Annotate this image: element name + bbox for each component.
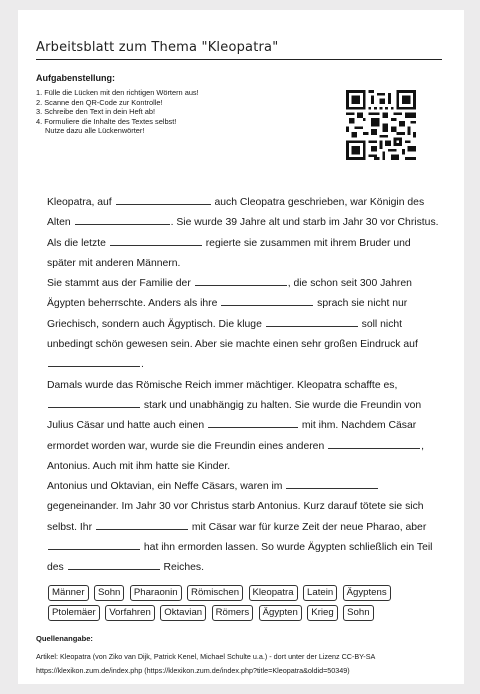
text-segment: Kleopatra, auf [47,197,112,208]
word-bank-row [48,582,388,602]
text-line [47,355,407,375]
gap-field[interactable] [75,213,170,225]
source-link[interactable]: https://klexikon.zum.de/index.php (https://klexikon.zum.de/index.php?title=Kleopatra&oldid=50349) [36,666,350,675]
text-line [47,315,407,335]
task-item: Nutze dazu alle Lückenwörter! [45,126,145,136]
task-item: 2. Scanne den QR-Code zur Kontrolle! [36,97,163,107]
word-chip[interactable]: Ägyptens [343,585,391,601]
title-divider [36,59,442,60]
text-line [47,335,418,355]
text-line [47,497,424,517]
gap-field[interactable] [286,477,378,489]
task-item: 1. Fülle die Lücken mit den richtigen Wörtern aus! [36,88,199,97]
text-segment: hat ihn ermorden lassen. So wurde Ägypten schließlich ein Teil [143,542,433,554]
gap-field[interactable] [221,294,313,306]
word-chip[interactable]: Kleopatra [249,585,298,601]
text-segment: Alten [47,217,71,229]
word-chip[interactable]: Krieg [307,605,337,621]
word-chip[interactable]: Sohn [94,585,124,601]
text-segment: Antonius und Oktavian, ein Neffe Cäsars, waren im [47,481,283,493]
word-chip[interactable]: Sohn [343,605,373,621]
gap-field[interactable] [266,315,358,327]
gap-field[interactable] [116,193,211,205]
text-line [47,457,407,477]
word-bank-row [48,602,388,622]
word-chip[interactable]: Pharaonin [130,585,182,601]
text-line [47,234,411,254]
text-line [47,477,407,497]
text-segment: stark und unabhängig zu halten. Sie wurde die Freundin von [143,399,422,411]
word-chip[interactable]: Ptolemäer [48,605,100,621]
text-segment: auch Cleopatra geschrieben, war Königin des [214,197,425,208]
text-segment: später mit anderen Männern. [47,257,181,269]
text-line [47,558,407,578]
text-line [47,193,425,213]
gap-field[interactable] [96,518,188,530]
text-segment: Reiches. [163,562,204,574]
gap-field[interactable] [195,274,287,286]
text-segment: ermordet worden war, wurde sie die Freundin eines anderen [47,440,325,452]
text-segment: Antonius. Auch mit ihm hatte sie Kinder. [47,460,231,472]
text-segment: soll nicht [361,318,403,330]
word-chip[interactable]: Oktavian [160,605,206,621]
word-chip[interactable]: Ägypten [259,605,302,621]
text-line [47,538,433,558]
text-segment: . Sie wurde 39 Jahre alt und starb im Jahr 30 vor Christus. [170,217,439,229]
text-segment: selbst. Ihr [47,521,93,533]
text-segment: . [141,359,144,371]
word-chip[interactable]: Vorfahren [105,605,155,621]
cloze-text [47,193,439,579]
text-segment: , [421,440,425,452]
text-line [47,518,427,538]
task-item: 4. Formuliere die Inhalte des Textes selbst! [36,116,177,126]
tasks-heading: Aufgabenstellung: [36,73,115,83]
text-segment: mit ihm. Nachdem Cäsar [301,420,417,432]
page-title: Arbeitsblatt zum Thema "Kleopatra" [36,40,279,55]
task-list [36,88,199,136]
text-segment: des [47,562,64,574]
text-line [47,437,425,457]
text-segment: mit Cäsar war für kurze Zeit der neue Pharao, aber [191,521,427,533]
gap-field[interactable] [110,234,202,246]
sources-heading: Quellenangabe: [36,634,93,643]
gap-field[interactable] [48,538,140,550]
text-segment: Julius Cäsar und hatte auch einen [47,420,205,432]
text-segment: Griechisch, sondern auch Ägyptisch. Die kluge [47,318,262,330]
text-segment: Sie stammt aus der Familie der [47,278,191,290]
word-chip[interactable]: Römers [212,605,254,621]
text-line [47,254,407,274]
gap-field[interactable] [208,416,298,428]
word-bank [48,582,388,622]
word-chip[interactable]: Latein [303,585,337,601]
text-segment: regierte sie zusammen mit ihrem Bruder und [205,237,411,249]
word-chip[interactable]: Römischen [187,585,243,601]
task-item: 3. Schreibe den Text in dein Heft ab! [36,107,156,117]
gap-field[interactable] [68,558,160,570]
text-line [47,274,412,294]
text-line [47,416,417,436]
source-citation: Artikel: Kleopatra (von Ziko van Dijk, Patrick Kenel, Michael Schulte u.a.) - dort unter der Lizenz CC-BY-SA [36,652,376,661]
text-line [47,376,407,396]
text-segment: unbedingt schön gewesen sein. Aber sie machte einen sehr großen Eindruck auf [47,339,418,351]
gap-field[interactable] [48,396,140,408]
text-segment: sprach sie nicht nur [317,298,408,310]
text-segment: Ägypten beherrschte. Anders als ihre [47,298,218,310]
gap-field[interactable] [328,437,420,449]
text-segment: Damals wurde das Römische Reich immer mächtiger. Kleopatra schaffte es, [47,379,398,391]
text-line [47,396,422,416]
text-line [47,213,439,233]
text-segment: gegeneinander. Im Jahr 30 vor Christus starb Antonius. Kurz darauf tötete sie sich [47,501,424,513]
word-chip[interactable]: Männer [48,585,89,601]
text-line [47,294,407,314]
gap-field[interactable] [48,355,140,367]
text-segment: , die schon seit 300 Jahren [287,278,412,290]
text-segment: Als die letzte [47,237,106,249]
qr-code-icon[interactable] [346,90,416,160]
